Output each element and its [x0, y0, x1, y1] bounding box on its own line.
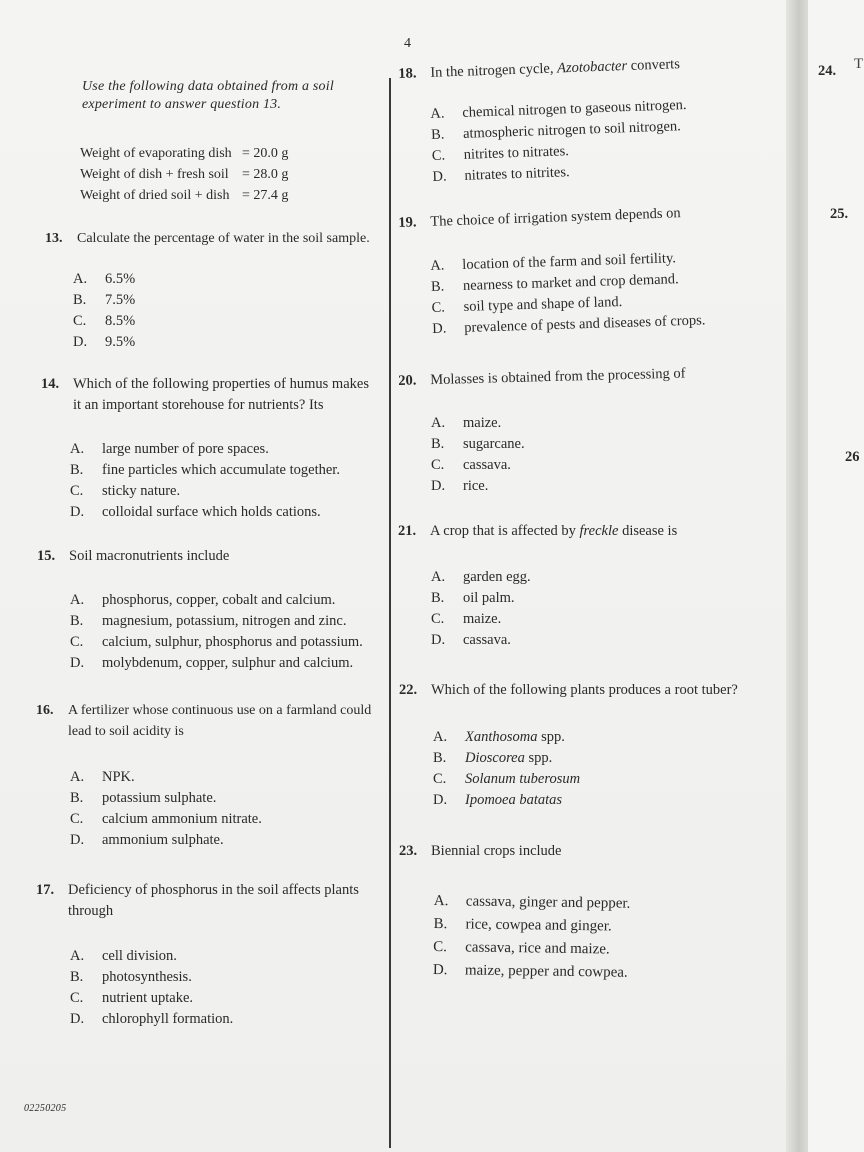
next-page-q26: 26 [845, 449, 860, 465]
question-stem: Which of the following plants produces a root tuber? [431, 682, 738, 698]
question-number: 16. [36, 703, 54, 718]
question-15 [37, 546, 382, 567]
answer-option: B. 7.5% [73, 292, 136, 308]
answer-option: C. soil type and shape of land. [431, 293, 623, 316]
answer-option: B. magnesium, potassium, nitrogen and zinc. [70, 613, 347, 629]
question-stem: The choice of irrigation system depends on [430, 205, 681, 230]
answer-option: C. cassava. [431, 457, 511, 473]
answer-option: C. calcium, sulphur, phosphorus and potassium. [70, 634, 363, 650]
answer-option: D. prevalence of pests and diseases of crops. [432, 312, 706, 337]
q23-options [433, 890, 774, 987]
answer-option: C. nutrient uptake. [70, 990, 194, 1006]
q20-options [431, 413, 731, 497]
question-stem: Soil macronutrients include [69, 548, 230, 564]
q13-options [73, 269, 373, 353]
question-17 [36, 880, 386, 922]
question-stem: A fertilizer whose continuous use on a farmland could [68, 703, 372, 718]
data-row: Weight of evaporating dish = 20.0 g [80, 146, 289, 161]
data-row: Weight of dish + fresh soil = 28.0 g [80, 167, 289, 182]
answer-option: B. sugarcane. [431, 436, 525, 452]
q22-options [433, 727, 733, 811]
answer-option: A. maize. [431, 415, 502, 431]
answer-option: A. large number of pore spaces. [70, 441, 269, 457]
question-stem: Molasses is obtained from the processing of [430, 365, 686, 389]
answer-option: C. calcium ammonium nitrate. [70, 811, 262, 827]
answer-option: B. atmospheric nitrogen to soil nitrogen. [430, 118, 682, 143]
question-stem: Calculate the percentage of water in the soil sample. [77, 231, 370, 246]
question-13 [45, 228, 390, 249]
answer-option: D. ammonium sulphate. [70, 832, 224, 848]
q14-options [70, 439, 390, 523]
answer-option: A. location of the farm and soil fertility. [430, 250, 677, 274]
answer-option: A. cell division. [70, 948, 177, 964]
data-table [80, 143, 380, 206]
next-page-q24-text: T [854, 56, 864, 72]
answer-option: A. NPK. [70, 769, 135, 785]
question-stem-cont: it an important storehouse for nutrients? Its [73, 397, 324, 413]
q21-options [431, 567, 731, 651]
question-number: 14. [41, 376, 60, 392]
page-number: 4 [404, 36, 411, 51]
question-14 [41, 374, 386, 416]
answer-option: D. molybdenum, copper, sulphur and calcium. [70, 655, 354, 671]
answer-option: D. 9.5% [73, 334, 136, 350]
q18-options [430, 92, 788, 188]
answer-option: C. maize. [431, 611, 502, 627]
data-intro [82, 78, 382, 114]
answer-option: A. phosphorus, copper, cobalt and calcium. [70, 592, 336, 608]
question-number: 23. [399, 843, 418, 859]
answer-option: A. 6.5% [73, 271, 136, 287]
next-page-q24: 24. [818, 63, 837, 79]
question-number: 20. [398, 372, 417, 389]
q19-options [430, 245, 787, 340]
answer-option: D. Ipomoea batatas [433, 792, 563, 808]
q15-options [70, 590, 390, 674]
answer-option: B. oil palm. [431, 590, 515, 606]
answer-option: C. 8.5% [73, 313, 136, 329]
answer-option: C. Solanum tuberosum [433, 771, 581, 787]
intro-line-2: experiment to answer question 13. [82, 97, 282, 112]
question-number: 15. [37, 548, 56, 564]
question-22 [399, 680, 784, 701]
adjacent-page [806, 0, 864, 1152]
question-number: 13. [45, 231, 63, 246]
question-stem: Which of the following properties of humus makes [73, 376, 369, 392]
data-row: Weight of dried soil + dish = 27.4 g [80, 188, 289, 203]
answer-option: C. sticky nature. [70, 483, 181, 499]
answer-option: D. cassava. [431, 632, 511, 648]
answer-option: C. nitrites to nitrates. [431, 143, 570, 164]
q17-options [70, 946, 390, 1030]
answer-option: A. Xanthosoma spp. [433, 729, 565, 745]
answer-option: B. rice, cowpea and ginger. [433, 915, 612, 935]
answer-option: B. photosynthesis. [70, 969, 192, 985]
question-number: 17. [36, 882, 55, 898]
question-stem: Biennial crops include [431, 843, 562, 859]
question-number: 19. [398, 214, 417, 231]
question-16 [36, 700, 386, 742]
answer-option: B. fine particles which accumulate together. [70, 462, 340, 478]
answer-option: A. chemical nitrogen to gaseous nitrogen. [430, 97, 687, 122]
document-code: 02250205 [24, 1103, 67, 1114]
question-23 [399, 841, 784, 862]
answer-option: C. cassava, rice and maize. [433, 938, 610, 958]
question-stem: Deficiency of phosphorus in the soil affects plants [68, 882, 359, 898]
answer-option: D. rice. [431, 478, 489, 494]
answer-option: D. nitrates to nitrites. [432, 164, 570, 185]
next-page-q25: 25. [830, 206, 849, 222]
question-number: 18. [398, 65, 417, 82]
answer-option: D. colloidal surface which holds cations. [70, 504, 321, 520]
answer-option: B. nearness to market and crop demand. [430, 271, 679, 295]
question-18: 18. In the nitrogen cycle, Azotobacter converts [398, 51, 783, 85]
question-stem-cont: through [68, 903, 114, 919]
answer-option: B. Dioscorea spp. [433, 750, 553, 766]
question-number: 21. [398, 523, 417, 539]
question-21: 21. A crop that is affected by freckle disease is [398, 521, 783, 542]
answer-option: D. maize, pepper and cowpea. [432, 961, 628, 981]
page-fold-shadow [786, 0, 808, 1152]
intro-line-1: Use the following data obtained from a soil [82, 79, 334, 94]
answer-option: A. garden egg. [431, 569, 531, 585]
question-stem-cont: lead to soil acidity is [68, 724, 184, 739]
answer-option: B. potassium sulphate. [70, 790, 217, 806]
answer-option: A. cassava, ginger and pepper. [433, 892, 631, 912]
question-number: 22. [399, 682, 418, 698]
q16-options [70, 767, 390, 851]
answer-option: D. chlorophyll formation. [70, 1011, 234, 1027]
